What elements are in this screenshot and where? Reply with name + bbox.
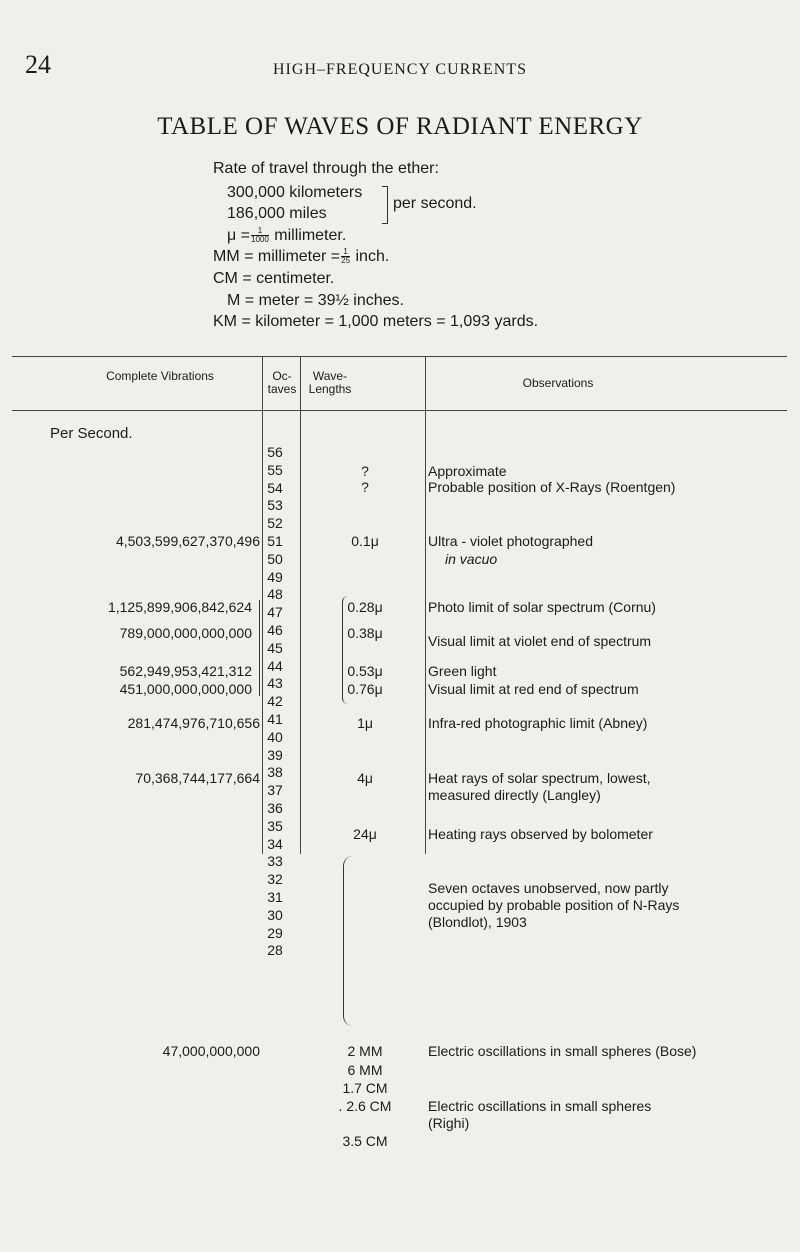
observation-text: Photo limit of solar spectrum (Cornu) [428, 599, 656, 615]
col-divider-3 [425, 356, 426, 854]
mm-frac-den: 25 [341, 256, 351, 266]
mm-prefix: MM = millimeter = [213, 248, 341, 265]
octave-number: 33 [267, 853, 283, 870]
mm-frac-num: 1 [341, 248, 350, 257]
observation-text: in vacuo [445, 551, 498, 567]
table-top-rule [12, 356, 787, 357]
page-number: 24 [25, 50, 51, 79]
octave-number: 54 [267, 479, 283, 496]
observation-text: Ultra - violet photographed [428, 533, 593, 549]
octave-number: 50 [267, 550, 283, 567]
octave-number: 55 [267, 461, 283, 478]
wavelength-value: ? [361, 463, 369, 479]
octave-number: 32 [267, 871, 283, 888]
col-header-vibrations: Complete Vibrations [106, 369, 214, 383]
wavelength-value: 24μ [353, 826, 377, 842]
wavelength-value: 3.5 CM [342, 1133, 388, 1149]
octave-number: 47 [267, 604, 283, 621]
octave-number: 31 [267, 889, 283, 905]
observation-text: Heat rays of solar spectrum, lowest, measured directly (Langley) [428, 770, 651, 803]
octave-number: 52 [267, 515, 283, 532]
mu-prefix: μ = [227, 227, 251, 244]
rate-label: Rate of travel through the ether: [213, 160, 439, 177]
vibration-value: 281,474,976,710,656 [127, 715, 260, 731]
octave-number: 40 [267, 728, 283, 745]
table-title: TABLE OF WAVES OF RADIANT ENERGY [157, 113, 643, 140]
observation-text: Visual limit at violet end of spectrum [428, 633, 652, 649]
octave-number: 30 [267, 906, 283, 923]
speed-brace [382, 186, 388, 224]
wavelength-value: 1.7 CM [342, 1080, 388, 1096]
octave-number: 53 [267, 497, 283, 514]
mu-fraction [251, 227, 269, 244]
per-second: per second. [393, 195, 477, 212]
octave-number: 29 [267, 924, 283, 941]
speed-mi: 186,000 miles [227, 205, 327, 222]
mu-definition [227, 227, 346, 245]
octave-number: 38 [267, 764, 283, 781]
col-header-octaves: Oc- taves [267, 369, 297, 396]
observation-text: Electric oscillations in small spheres (Bose) [428, 1043, 697, 1059]
octave-number: 48 [267, 586, 283, 603]
cm-definition: CM = centimeter. [213, 270, 335, 287]
observation-text: Electric oscillations in small spheres (Righi) [428, 1098, 652, 1131]
octave-number: 35 [267, 817, 283, 834]
wavelength-value: 0.53μ [347, 663, 383, 679]
vibration-value: 451,000,000,000,000 [119, 681, 252, 697]
wavelength-value: ? [361, 479, 369, 495]
vibration-value: 562,949,953,421,312 [119, 663, 252, 679]
octave-number: 49 [267, 568, 283, 585]
col-divider-2 [300, 356, 301, 854]
vibration-value: 1,125,899,906,842,624 [107, 599, 252, 615]
octave-number: 46 [267, 622, 283, 638]
observation-text: Visual limit at red end of spectrum [428, 681, 639, 697]
observation-text: Heating rays observed by bolometer [428, 826, 653, 842]
octave-number: 36 [267, 800, 283, 816]
wavelength-value: 0.38μ [347, 625, 383, 641]
mu-suffix: millimeter. [274, 227, 347, 244]
wavelength-value: 4μ [357, 770, 373, 786]
octave-number: 45 [267, 639, 283, 656]
running-head: HIGH–FREQUENCY CURRENTS [273, 61, 527, 78]
octave-number: 34 [267, 835, 283, 852]
wavelength-value: 2 MM [347, 1043, 383, 1059]
octave-number: 42 [267, 693, 283, 710]
octave-number: 56 [267, 444, 283, 460]
wavelength-value: 1μ [357, 715, 373, 731]
vibration-value: 47,000,000,000 [162, 1043, 260, 1059]
octave-number: 44 [267, 657, 283, 674]
observation-text: Infra-red photographic limit (Abney) [428, 715, 648, 731]
mm-definition [213, 248, 389, 266]
mu-frac-den: 1000 [251, 235, 269, 245]
observation-text: Probable position of X-Rays (Roentgen) [428, 479, 676, 495]
octave-number: 28 [267, 942, 283, 959]
mu-frac-num: 1 [251, 227, 269, 236]
speed-km: 300,000 kilometers [227, 184, 363, 201]
octave-number: 51 [267, 533, 283, 549]
octave-number: 41 [267, 711, 283, 727]
wavelength-value: . 2.6 CM [338, 1098, 392, 1114]
mm-fraction [341, 248, 350, 265]
observation-text: Seven octaves unobserved, now partly occupied by probable position of N-Rays (Blondlot), 1903 [428, 880, 680, 930]
vibration-value: 70,368,744,177,664 [135, 770, 260, 786]
observation-text: Approximate [428, 463, 507, 479]
col-header-wavelengths: Wave- Lengths [308, 369, 352, 396]
table-header-rule [12, 410, 787, 411]
vibration-value: 789,000,000,000,000 [119, 625, 252, 641]
wavelength-value: 0.76μ [347, 681, 383, 697]
wavelength-value: 6 MM [347, 1062, 383, 1078]
octave-number: 39 [267, 746, 283, 763]
m-definition: M = meter = 39½ inches. [227, 292, 404, 309]
observation-text: Green light [428, 663, 497, 679]
octave-number: 43 [267, 675, 283, 692]
mm-suffix: inch. [355, 248, 390, 265]
km-definition: KM = kilometer = 1,000 meters = 1,093 yards. [213, 313, 539, 330]
wavelength-value: 0.28μ [347, 599, 383, 615]
octave-number: 37 [267, 782, 283, 799]
col-header-observations: Observations [522, 376, 594, 390]
unobserved-brace [343, 856, 358, 1026]
vibration-value: 4,503,599,627,370,496 [115, 533, 260, 549]
per-second-label: Per Second. [50, 425, 133, 442]
wavelength-value: 0.1μ [351, 533, 379, 549]
